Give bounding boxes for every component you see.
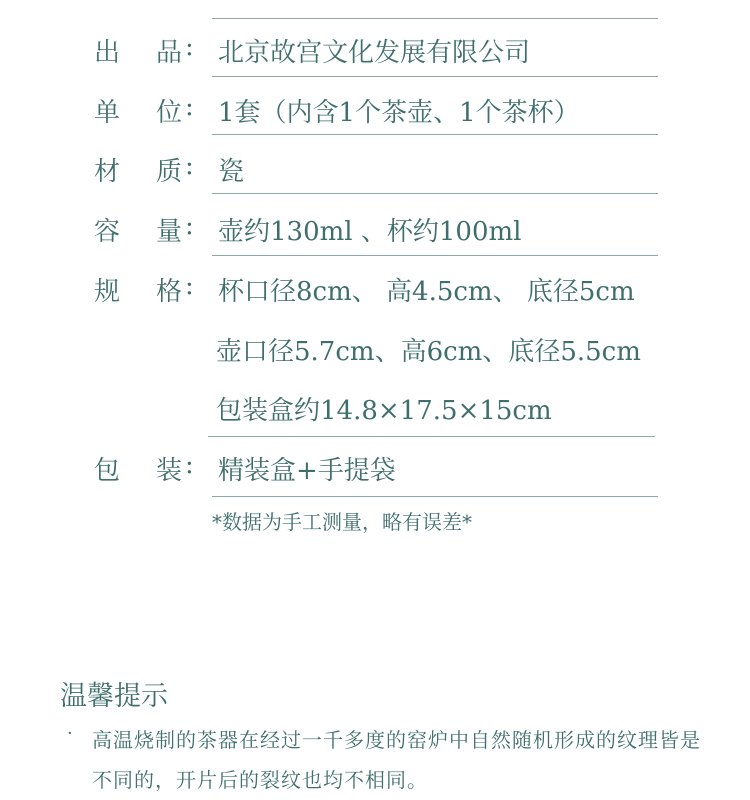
label-char: 装 bbox=[156, 456, 183, 486]
label-char: 量 bbox=[156, 217, 183, 247]
spec-value: 包装盒约14.8×17.5×15cm bbox=[216, 396, 552, 426]
label-char: 格 bbox=[156, 277, 183, 307]
divider bbox=[212, 134, 658, 135]
label-char: 位 bbox=[156, 98, 183, 128]
spec-value: 1套（内含1个茶壶、1个茶杯） bbox=[218, 98, 580, 128]
spec-value: 壶约130ml 、杯约100ml bbox=[218, 217, 522, 247]
bullet-dot: · bbox=[67, 723, 73, 744]
divider bbox=[212, 496, 658, 497]
spec-value: 北京故宫文化发展有限公司 bbox=[218, 38, 531, 68]
divider bbox=[212, 18, 658, 19]
spec-value: 杯口径8cm、 高4.5cm、 底径5cm bbox=[218, 277, 635, 307]
measurement-note: *数据为手工测量，略有误差* bbox=[212, 510, 472, 534]
label-char: 容 bbox=[94, 217, 121, 247]
divider bbox=[212, 193, 658, 194]
label-char: 规 bbox=[94, 277, 121, 307]
spec-value: 精装盒+手提袋 bbox=[218, 456, 396, 486]
label-char: 单 bbox=[94, 98, 121, 128]
colon: : bbox=[185, 32, 194, 62]
colon: : bbox=[185, 151, 194, 181]
colon: : bbox=[185, 450, 194, 480]
tips-text: 高温烧制的茶器在经过一千多度的窑炉中自然随机形成的纹理皆是不同的，开片后的裂纹也均不相同。 bbox=[92, 728, 701, 792]
spec-value: 瓷 bbox=[218, 157, 245, 187]
label-char: 包 bbox=[94, 456, 121, 486]
divider bbox=[212, 255, 658, 256]
colon: : bbox=[185, 92, 194, 122]
divider bbox=[212, 76, 658, 77]
label-char: 质 bbox=[156, 157, 183, 187]
divider bbox=[208, 436, 655, 437]
spec-value: 壶口径5.7cm、高6cm、底径5.5cm bbox=[216, 337, 641, 367]
label-char: 材 bbox=[94, 157, 121, 187]
label-char: 出 bbox=[94, 38, 121, 68]
colon: : bbox=[185, 211, 194, 241]
tips-title: 温馨提示 bbox=[60, 681, 168, 712]
colon: : bbox=[185, 271, 194, 301]
label-char: 品 bbox=[156, 38, 183, 68]
